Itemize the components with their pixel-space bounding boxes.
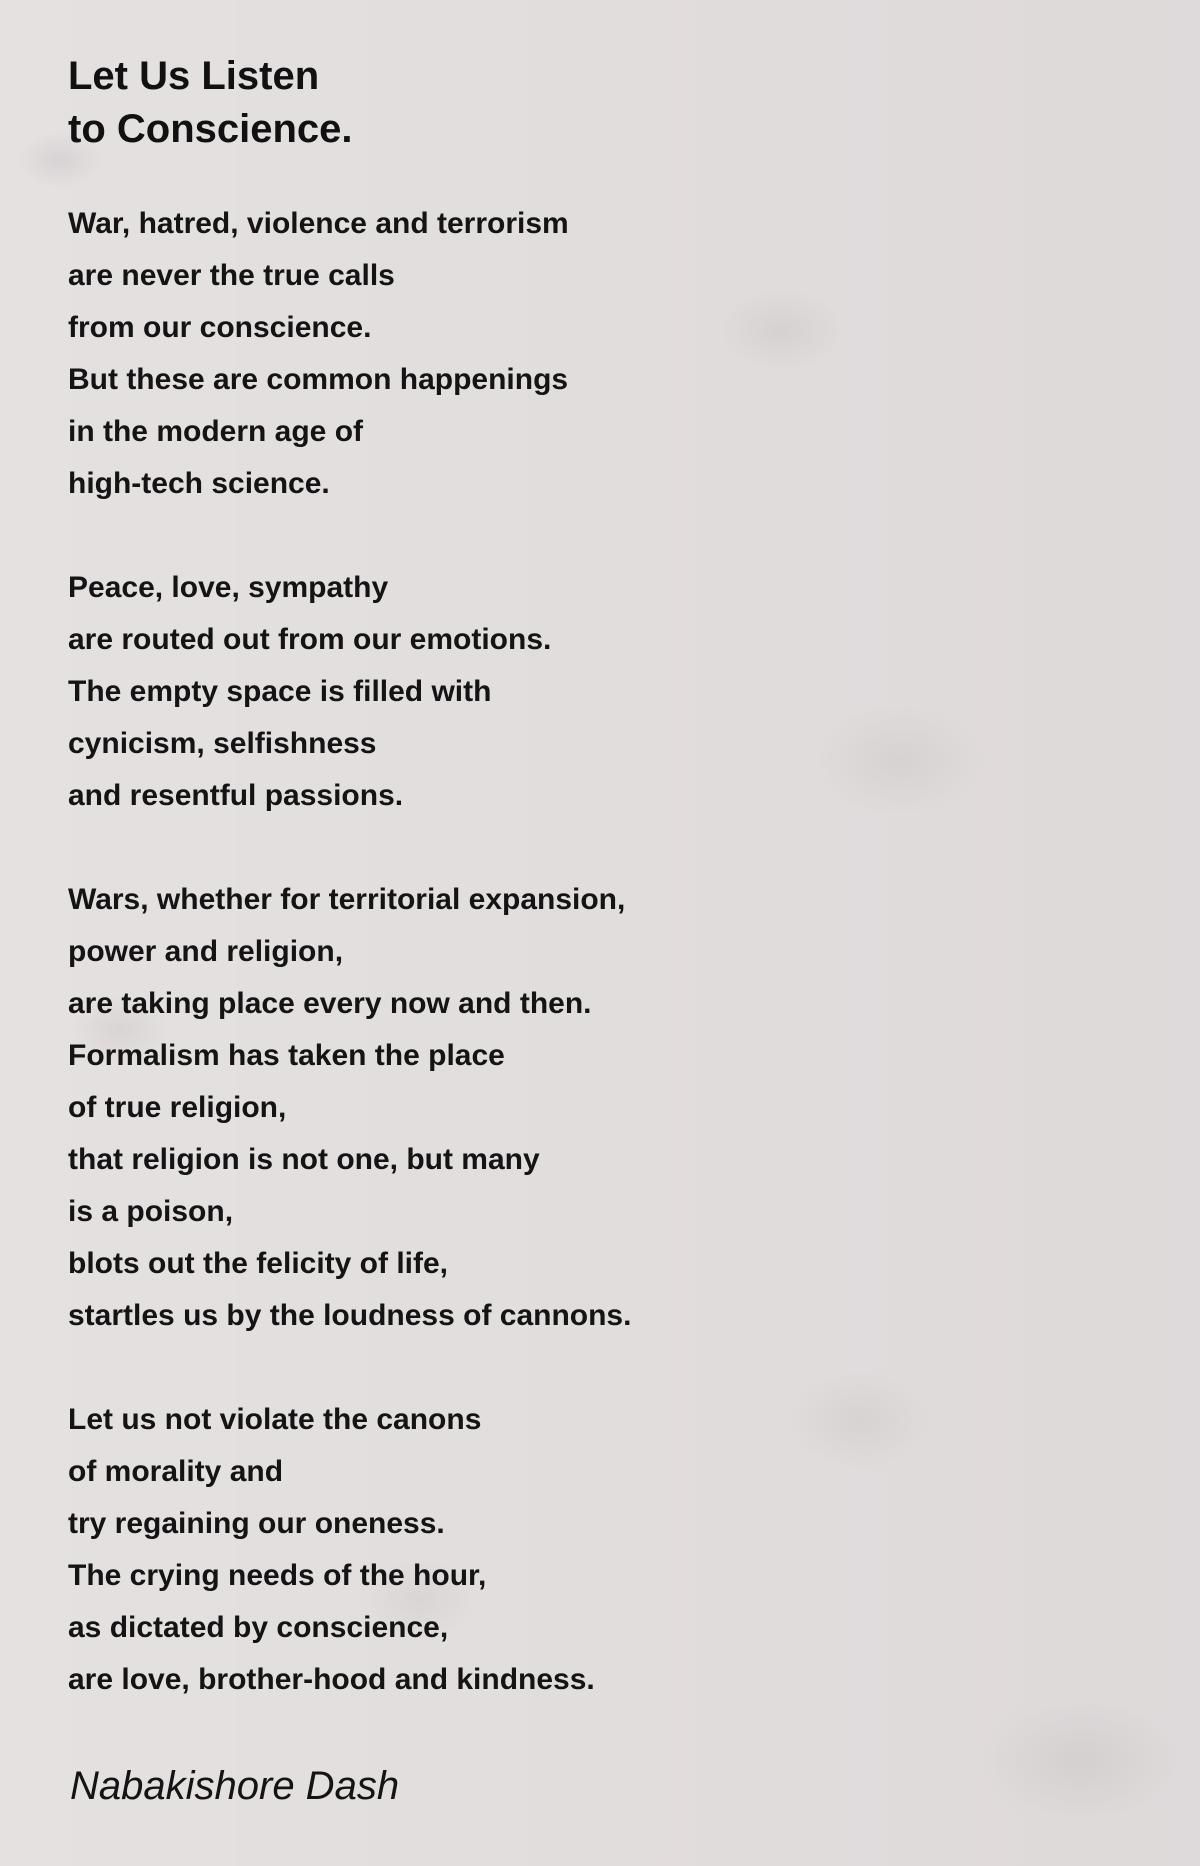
poem-line: startles us by the loudness of cannons.: [68, 1299, 632, 1332]
poem-line: Peace, love, sympathy: [68, 571, 389, 604]
poem-line: and resentful passions.: [68, 779, 404, 812]
stanza-1: [68, 198, 1128, 510]
poem-line: The empty space is filled with: [68, 675, 492, 708]
poem-line: blots out the felicity of life,: [68, 1247, 449, 1280]
poem-line: from our conscience.: [68, 311, 372, 344]
poem-line: are never the true calls: [68, 259, 395, 292]
stanza-2: [68, 562, 1128, 822]
poem-line: in the modern age of: [68, 415, 364, 448]
stanza-4: [68, 1394, 1128, 1706]
poem-line: as dictated by conscience,: [68, 1611, 449, 1644]
poem-line: But these are common happenings: [68, 363, 569, 396]
poem-line: War, hatred, violence and terrorism: [68, 207, 569, 240]
poem-line: try regaining our oneness.: [68, 1507, 445, 1540]
poem-line: power and religion,: [68, 935, 344, 968]
poem-title-line: to Conscience.: [68, 107, 353, 151]
poem-line: are taking place every now and then.: [68, 987, 592, 1020]
poem-line: cynicism, selfishness: [68, 727, 377, 760]
poem-line: of true religion,: [68, 1091, 287, 1124]
poem-line: of morality and: [68, 1455, 284, 1488]
poem-line: that religion is not one, but many: [68, 1143, 540, 1176]
poem-author: Nabakishore Dash: [70, 1764, 400, 1808]
poem-body: [68, 198, 1128, 1706]
poem-title-line: Let Us Listen: [68, 54, 320, 98]
poem-line: high-tech science.: [68, 467, 330, 500]
poem-line: The crying needs of the hour,: [68, 1559, 487, 1592]
poem-line: are routed out from our emotions.: [68, 623, 552, 656]
poem-line: Formalism has taken the place: [68, 1039, 505, 1072]
poem-line: is a poison,: [68, 1195, 234, 1228]
poem-title: [68, 50, 1128, 156]
poem-line: Let us not violate the canons: [68, 1403, 482, 1436]
stanza-3: [68, 874, 1128, 1342]
poem-line: Wars, whether for territorial expansion,: [68, 883, 626, 916]
poem-container: [68, 50, 1128, 1758]
poem-line: are love, brother-hood and kindness.: [68, 1663, 595, 1696]
